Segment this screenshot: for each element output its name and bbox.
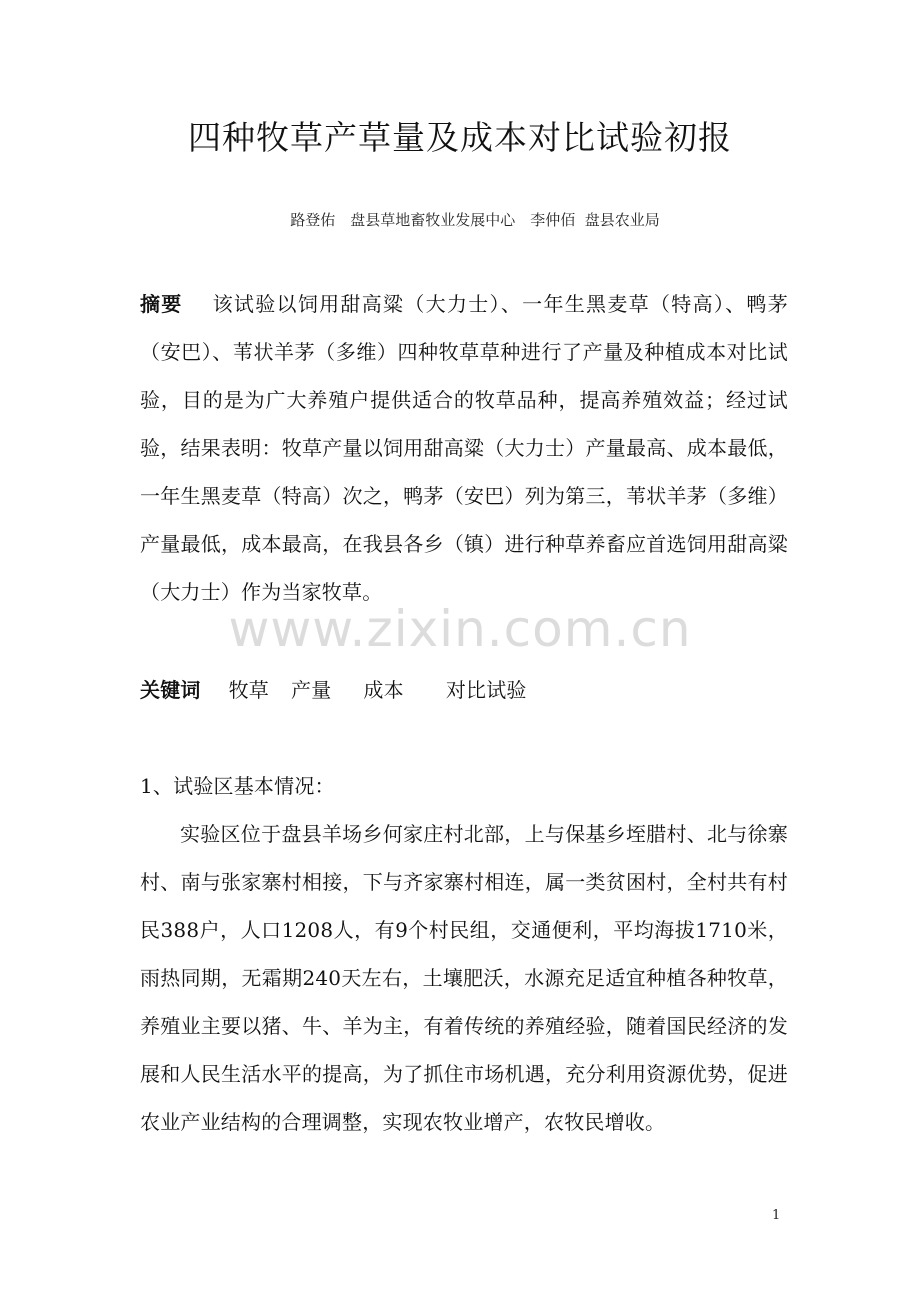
section-heading: 1、试验区基本情况： xyxy=(140,774,335,798)
section-paragraph: 实验区位于盘县羊场乡何家庄村北部，上与保基乡垤腊村、北与徐寨村、南与张家寨村相接，下与齐家寨村相连，属一类贫困村，全村共有村民388户，人口1208人，有9个村民组，交通便利，平均海拔1710米，雨热同期，无霜期240天左右，土壤肥沃，水源充足适宜种植各种牧草，养殖业主要以猪、牛、羊为主，有着传统的养殖经验，随着国民经济的发展和人民生活水平的提高，为了抓住市场机遇，充分利用资源优势，促进农业产业结构的合理调整，实现农牧业增产，农牧民增收。 xyxy=(140,822,788,1134)
keyword-item: 对比试验 xyxy=(445,678,527,702)
author-line: 路登佑 盘县草地畜牧业发展中心 李仲佰 盘县农业局 xyxy=(290,211,660,229)
watermark: www.zixin.com.cn xyxy=(228,600,692,658)
abstract-block xyxy=(140,280,788,616)
page-number: 1 xyxy=(772,1208,781,1223)
keywords-block xyxy=(140,666,788,714)
abstract-label: 摘要 xyxy=(140,292,183,316)
paper-title: 四种牧草产草量及成本对比试验初报 xyxy=(188,118,732,157)
keywords-label: 关键词 xyxy=(140,678,201,702)
abstract-text: 该试验以饲用甜高粱（大力士）、一年生黑麦草（特高）、鸭茅（安巴）、苇状羊茅（多维）四种牧草草种进行了产量及种植成本对比试验，目的是为广大养殖户提供适合的牧草品种，提高养殖效益；经过试验，结果表明：牧草产量以饲用甜高粱（大力士）产量最高、成本最低，一年生黑麦草（特高）次之，鸭茅（安巴）列为第三，苇状羊茅（多维）产量最低，成本最高，在我县各乡（镇）进行种草养畜应首选饲用甜高粱（大力士）作为当家牧草。 xyxy=(140,292,788,604)
keyword-item: 产量 xyxy=(291,678,332,702)
keyword-item: 成本 xyxy=(363,678,404,702)
keyword-item: 牧草 xyxy=(228,678,270,702)
